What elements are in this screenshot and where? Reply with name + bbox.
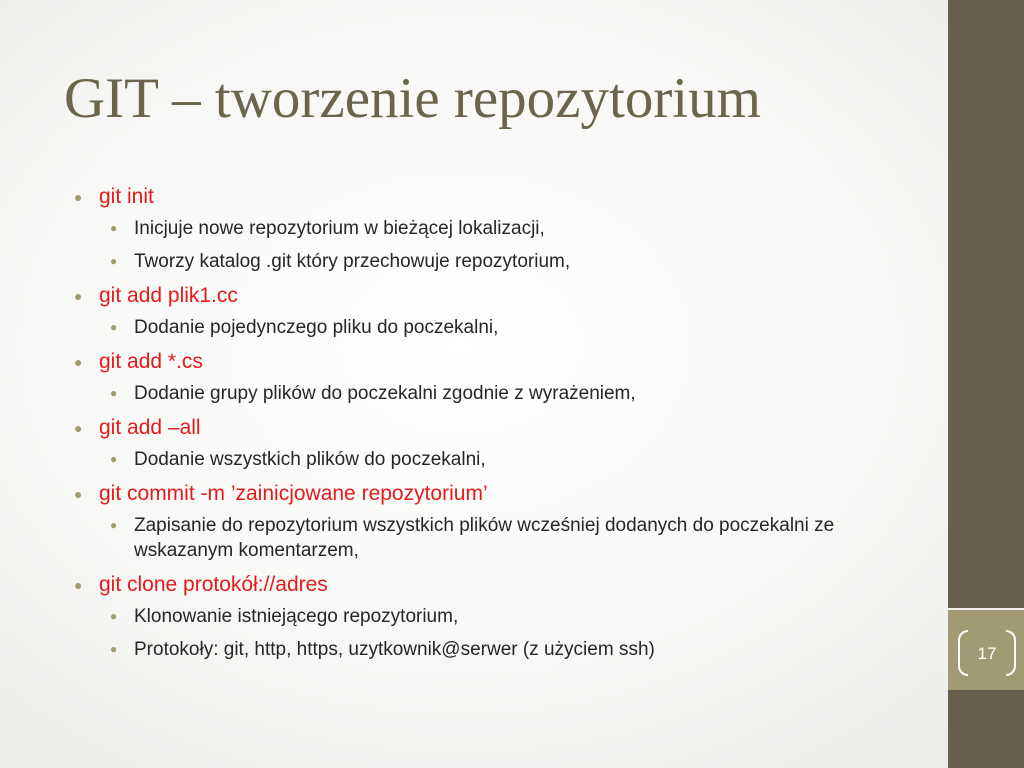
detail-item [72, 381, 932, 406]
bullet-dot-icon: ● [74, 420, 83, 436]
command-text: git add plik1.cc [99, 284, 238, 307]
detail-text: Dodanie wszystkich plików do poczekalni, [134, 449, 486, 470]
detail-item [72, 637, 932, 662]
command-text: git init [99, 185, 154, 208]
command-text: git add –all [99, 416, 201, 439]
bullet-dot-icon: ● [110, 609, 118, 623]
bullet-dot-icon: ● [110, 452, 118, 466]
command-text: git clone protokół://adres [99, 573, 328, 596]
detail-item [72, 315, 932, 340]
bullet-dot-icon: ● [110, 221, 118, 235]
detail-item [72, 249, 932, 274]
bullet-dot-icon: ● [110, 320, 118, 334]
command-item [72, 571, 932, 598]
detail-item [72, 216, 932, 241]
command-item [72, 183, 932, 210]
command-item [72, 348, 932, 375]
command-item [72, 480, 932, 507]
slide-title: GIT – tworzenie repozytorium [64, 67, 761, 130]
page-number: 17 [977, 644, 997, 663]
detail-text: Inicjuje nowe repozytorium w bieżącej lokalizacji, [134, 218, 545, 239]
bullet-dot-icon: ● [110, 642, 118, 656]
command-item [72, 414, 932, 441]
bullet-dot-icon: ● [110, 386, 118, 400]
detail-text: Klonowanie istniejącego repozytorium, [134, 606, 459, 627]
detail-item [72, 447, 932, 472]
bullet-list [72, 183, 932, 670]
bullet-dot-icon: ● [74, 189, 83, 205]
detail-text: Zapisanie do repozytorium wszystkich plików wcześniej dodanych do poczekalni ze wskazanym komentarzem, [134, 515, 835, 561]
detail-text: Tworzy katalog .git który przechowuje repozytorium, [134, 251, 571, 272]
command-text: git commit -m ’zainicjowane repozytorium’ [99, 482, 488, 505]
bullet-dot-icon: ● [74, 577, 83, 593]
command-item [72, 282, 932, 309]
bullet-dot-icon: ● [74, 486, 83, 502]
bullet-dot-icon: ● [74, 354, 83, 370]
detail-text: Dodanie grupy plików do poczekalni zgodnie z wyrażeniem, [134, 383, 636, 404]
bullet-dot-icon: ● [110, 518, 118, 532]
command-text: git add *.cs [99, 350, 203, 373]
detail-text: Protokoły: git, http, https, uzytkownik@serwer (z użyciem ssh) [134, 639, 655, 660]
bullet-dot-icon: ● [110, 254, 118, 268]
detail-text: Dodanie pojedynczego pliku do poczekalni, [134, 317, 499, 338]
detail-item [72, 604, 932, 629]
bullet-dot-icon: ● [74, 288, 83, 304]
detail-item [72, 513, 894, 563]
